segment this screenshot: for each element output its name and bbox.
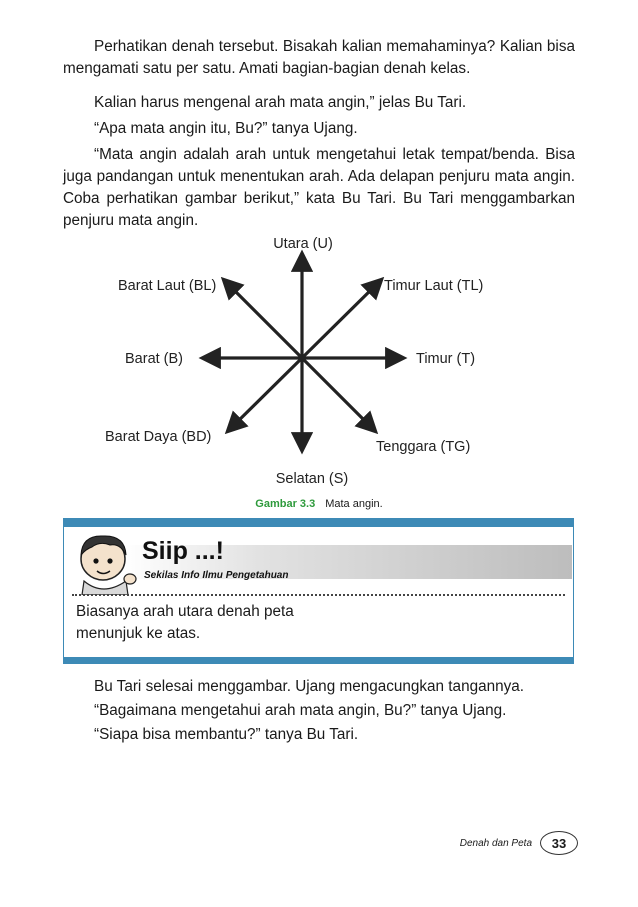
mascot-boy-icon [70,529,140,595]
label-west: Barat (B) [125,351,184,367]
figure-caption-text: Mata angin. [325,498,383,510]
paragraph-2: Kalian harus mengenal arah mata angin,” jelas Bu Tari. [94,94,467,111]
info-box-title: Siip ...! [142,537,224,565]
arrow-northwest [224,280,302,358]
info-box-top-bar [64,519,573,527]
label-northeast: Timur Laut (TL) [384,278,484,294]
paragraph-3: “Apa mata angin itu, Bu?” tanya Ujang. [94,120,358,137]
page-footer [460,830,578,856]
info-box-subtitle: Sekilas Info Ilmu Pengetahuan [144,570,289,581]
paragraph-5: Bu Tari selesai menggambar. Ujang mengacungkan tangannya. [94,678,525,695]
info-box-text [76,601,376,645]
info-box [63,518,574,664]
label-southeast: Tenggara (TG) [376,439,471,455]
label-northwest: Barat Laut (BL) [118,278,217,294]
paragraph-1: Perhatikan denah tersebut. Bisakah kalian memahaminya? Kalian bisa mengamati satu per satu. Amati bagian-bagian denah kelas. [63,38,575,77]
info-text-line-2: menunjuk ke atas. [76,625,201,642]
compass-rose-diagram [100,228,520,490]
info-text-line-1: Biasanya arah utara denah peta [76,603,294,620]
arrow-southwest [228,358,302,431]
label-east: Timur (T) [416,351,476,367]
paragraph-7: “Siapa bisa membantu?” tanya Bu Tari. [94,726,359,743]
info-box-bottom-bar [64,657,573,663]
figure-number: Gambar 3.3 [255,498,316,510]
label-south: Selatan (S) [275,471,349,487]
label-southwest: Barat Daya (BD) [105,429,212,445]
arrow-northeast [302,280,381,358]
paragraph-4: “Mata angin adalah arah untuk mengetahui letak tempat/benda. Bisa juga pandangan untuk menentukan arah. Ada delapan penjuru mata angin. Coba perhatikan gambar berikut,” kata Bu Tari. Bu Tari menggambarkan penjuru mata angin. [63,146,575,229]
footer-title: Denah dan Peta [459,837,532,849]
page-number: 33 [540,831,578,855]
paragraph-6: “Bagaimana mengetahui arah mata angin, Bu?” tanya Ujang. [94,702,507,719]
arrow-southeast [302,358,375,431]
figure-caption [0,498,638,510]
label-north: Utara (U) [273,236,333,252]
dotted-divider [72,594,565,596]
